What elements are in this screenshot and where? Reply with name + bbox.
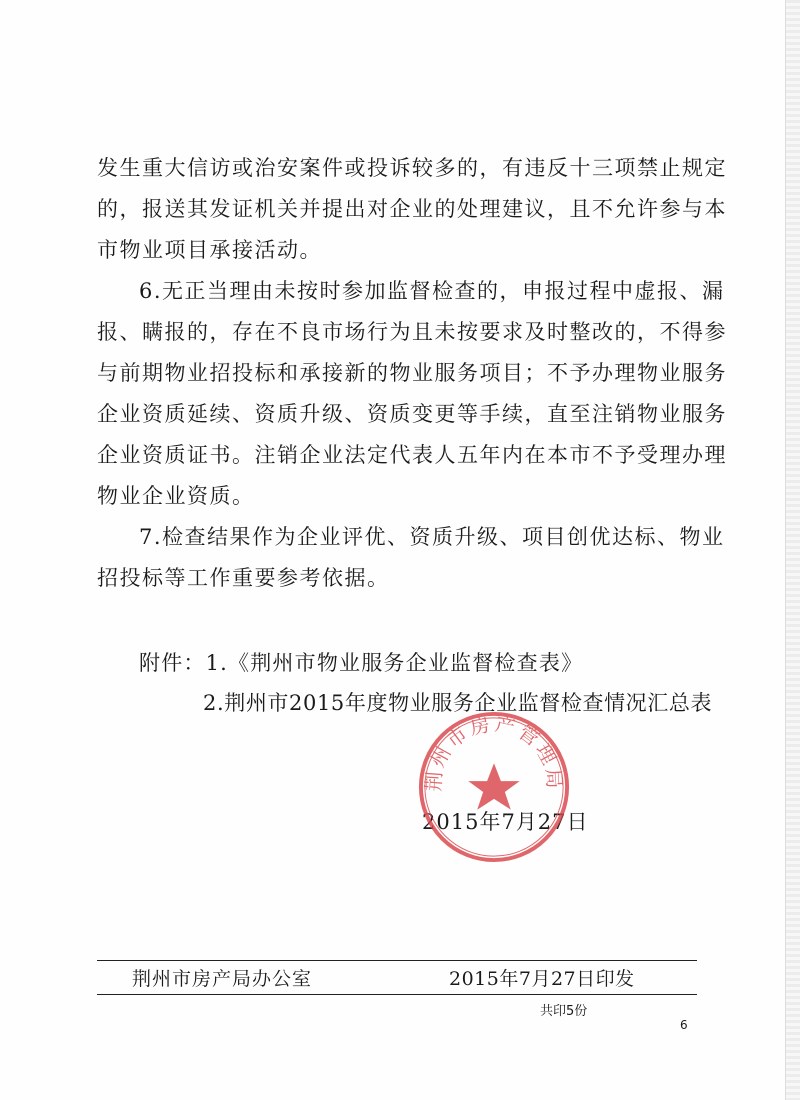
body-line: 招投标等工作重要参考依据。 [97,566,390,590]
attachment-item-1: 附件：1.《荆州市物业服务企业监督检查表》 [139,651,584,675]
attachment-item-2: 2.荆州市2015年度物业服务企业监督检查情况汇总表 [203,691,713,715]
body-line: 6.无正当理由未按时参加监督检查的，申报过程中虚报、漏 [139,279,725,303]
official-seal-icon [415,708,573,866]
scan-edge [785,0,800,1100]
body-line: 7.检查结果作为企业评优、资质升级、项目创优达标、物业 [139,525,725,549]
body-line: 物业企业资质。 [97,484,255,508]
body-line: 的，报送其发证机关并提出对企业的处理建议，且不允许参与本 [97,197,727,221]
body-line: 企业资质延续、资质升级、资质变更等手续，直至注销物业服务 [97,402,727,426]
seal-text: 荆州市房产管理局 [422,712,566,793]
body-line: 与前期物业招投标和承接新的物业服务项目；不予办理物业服务 [97,361,727,385]
page-number: 6 [680,1018,688,1032]
body-line: 企业资质证书。注销企业法定代表人五年内在本市不予受理办理 [97,443,727,467]
copies-count: 共印5份 [540,1004,588,1019]
signature-date: 2015年7月27日 [422,810,589,834]
body-line: 报、瞒报的，存在不良市场行为且未按要求及时整改的，不得参 [97,320,727,344]
footer-issue-date: 2015年7月27日印发 [449,968,635,990]
body-line: 发生重大信访或治安案件或投诉较多的，有违反十三项禁止规定 [97,156,727,180]
body-text [97,148,727,599]
body-line: 市物业项目承接活动。 [97,238,322,262]
footer-rule-top [97,960,697,961]
footer-issuer: 荆州市房产局办公室 [132,968,313,990]
footer-rule-bottom [97,994,697,995]
